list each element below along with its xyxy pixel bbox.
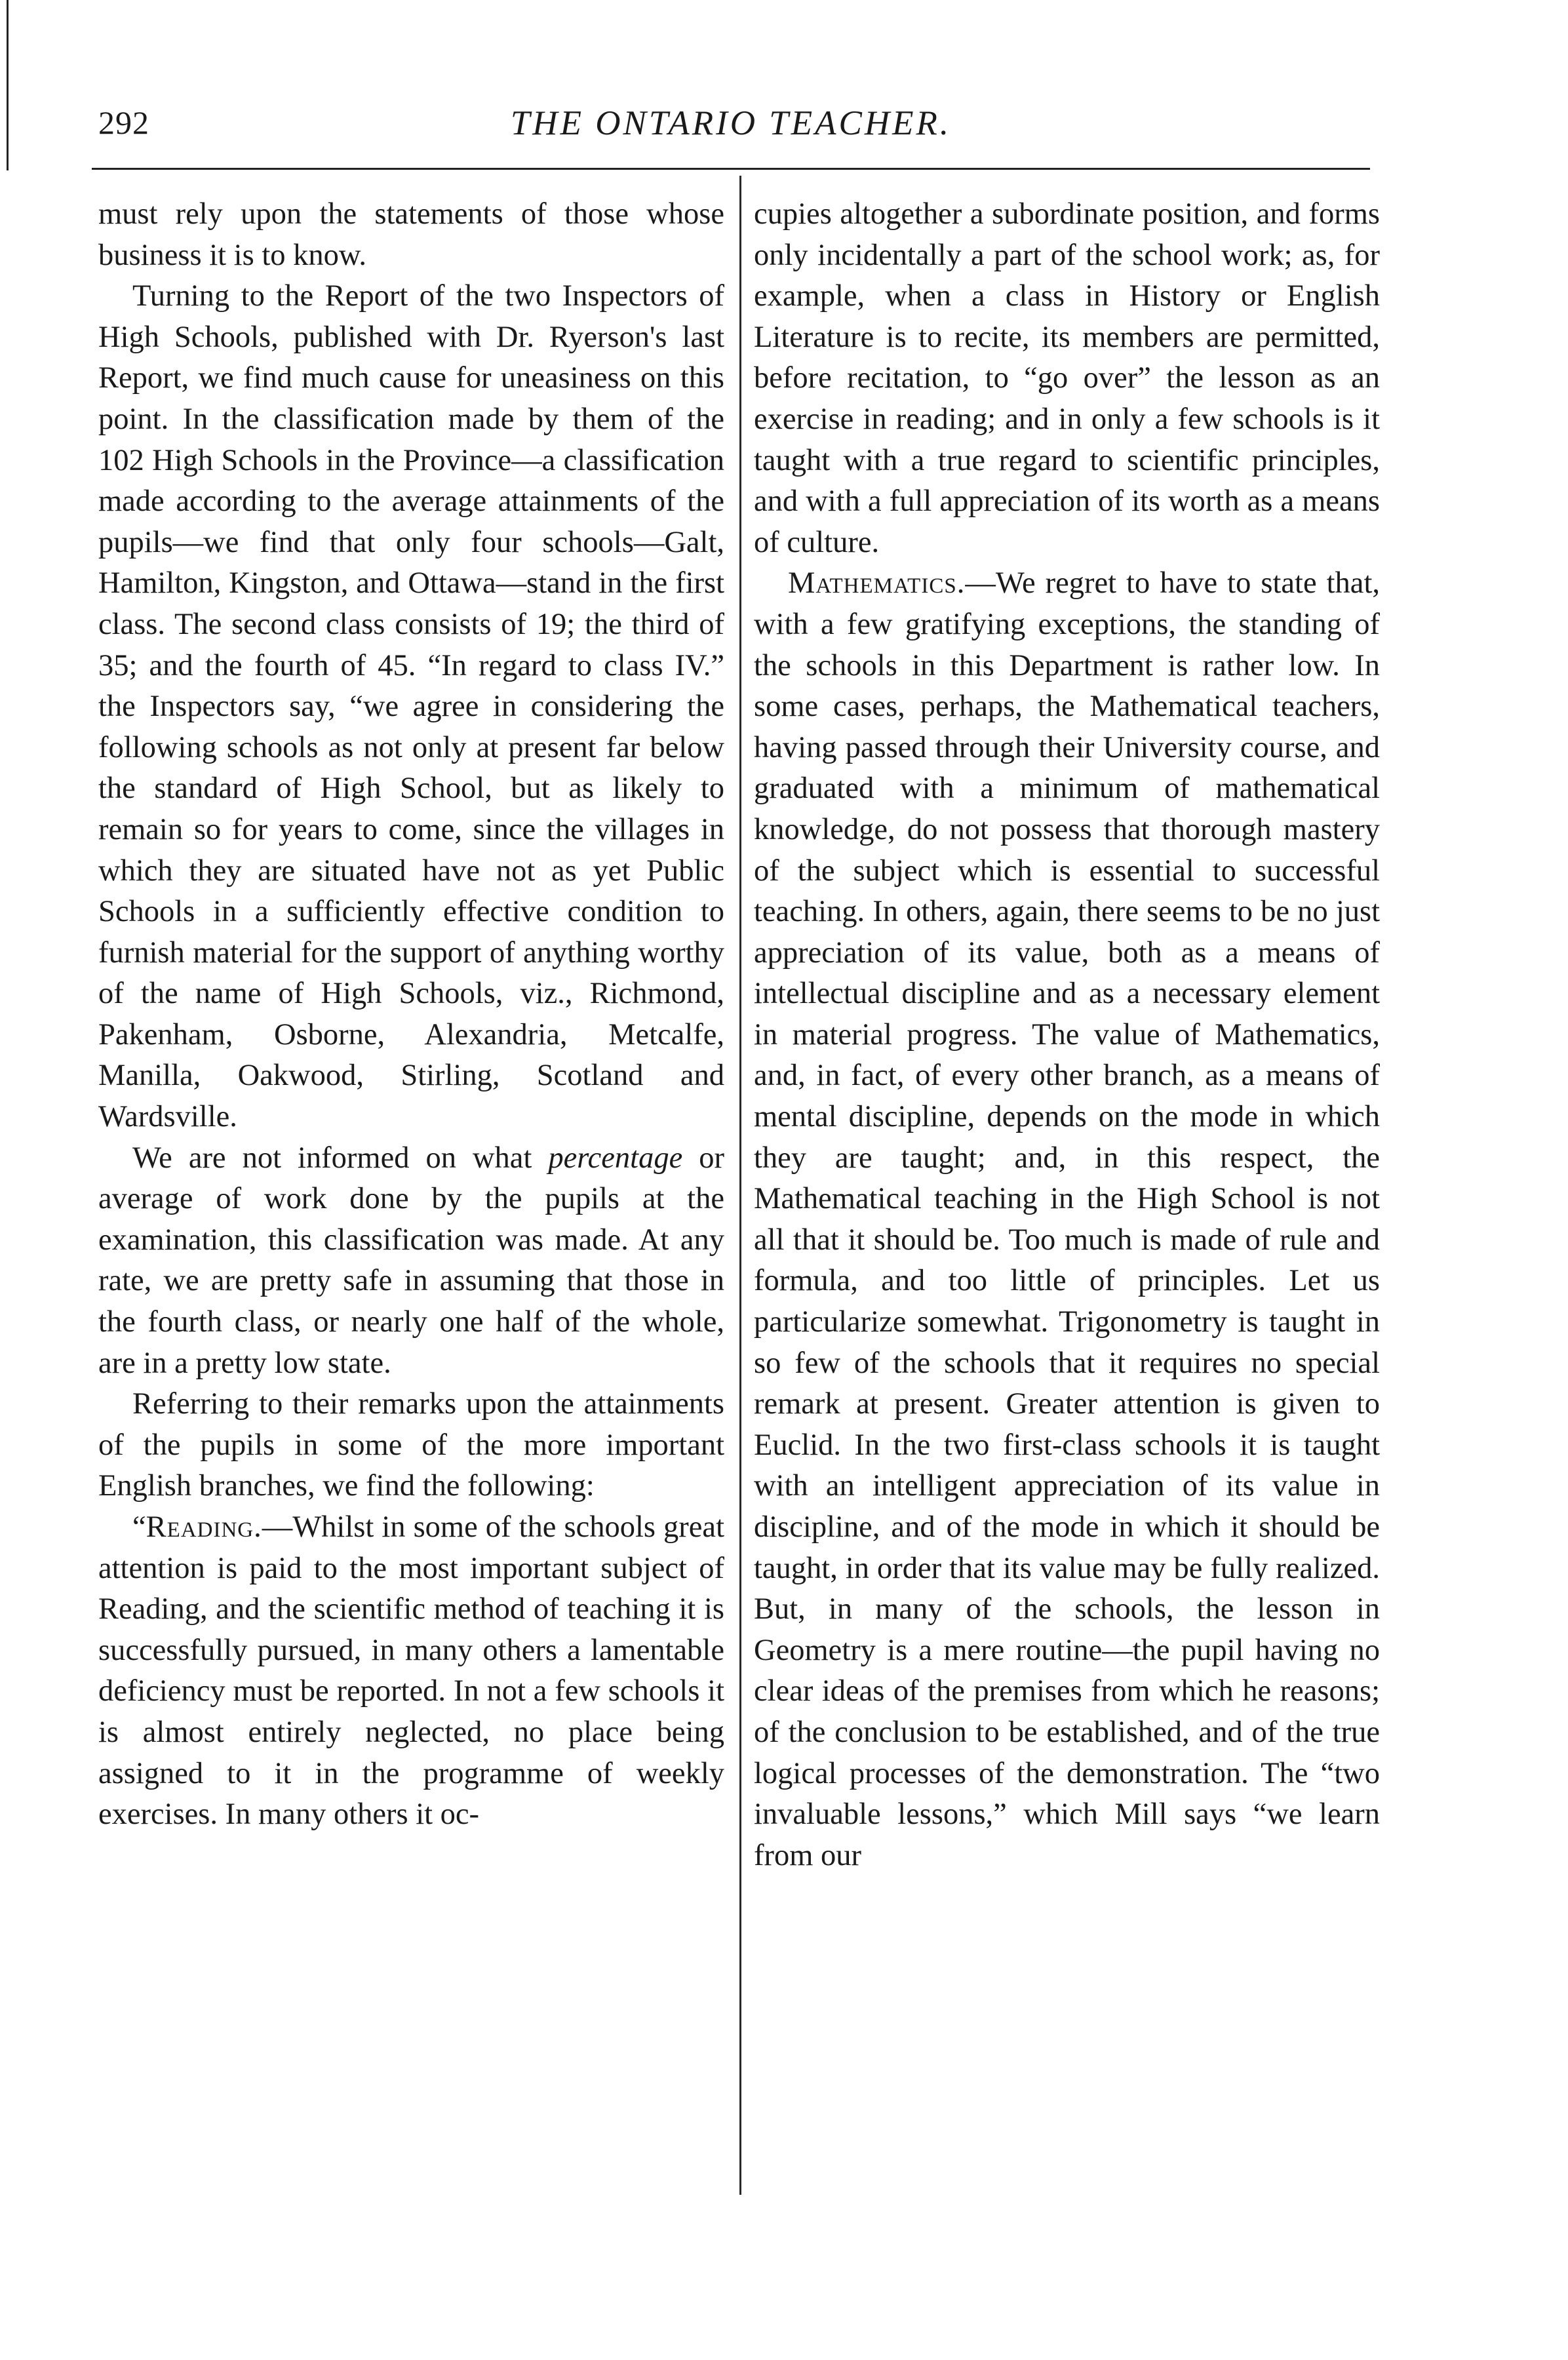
right-column <box>754 194 1380 1876</box>
paragraph-text: or average of work done by the pupils at the examination, this classification was made. At any rate, we are pretty safe in assuming that those in the fourth class, or nearly one half of the whole, are in a pretty low state. <box>98 1141 724 1380</box>
running-title: THE ONTARIO TEACHER. <box>510 104 952 142</box>
column-divider <box>739 176 741 2195</box>
paragraph-text: —We regret to have to state that, with a few gratifying exceptions, the standing of the schools in this Department is rather low. In some cases, perhaps, the Mathematical teachers, having passed through their University course, and graduated with a minimum of mathematical knowledge, do not possess that thorough mastery of the subject which is essential to successful teaching. In others, again, there seems to be no just appreciation of its value, both as a means of intellectual discipline and as a necessary element in material progress. The value of Mathematics, and, in fact, of every other branch, as a means of mental discipline, depends on the mode in which they are taught; and, in this respect, the Mathematical teaching in the High School is not all that it should be. Too much is made of rule and formula, and too little of principles. Let us particularize somewhat. Trigonometry is taught in so few of the schools that it requires no special remark at present. Greater attention is given to Euclid. In the two first-class schools it is taught with an intelligent appreciation of its value in discipline, and of the mode in which it should be taught, in order that its value may be fully realized. But, in many of the schools, the lesson in Geometry is a mere routine—the pupil having no clear ideas of the premises from which he reasons; of the conclusion to be established, and of the true logical processes of the demonstration. The “two invaluable lessons,” which Mill says “we learn from our <box>754 566 1380 1872</box>
paragraph-reading <box>98 1507 724 1836</box>
italic-term: percentage <box>548 1141 683 1175</box>
paragraph-continuation: must rely upon the statements of those whose business it is to know. <box>98 197 724 272</box>
open-quote: “ <box>132 1510 146 1544</box>
page-number: 292 <box>98 104 149 141</box>
section-heading-reading: Reading. <box>146 1510 262 1544</box>
paragraph-text: —Whilst in some of the schools great attention is paid to the most important subject of Reading, and the scientific method of teaching it is successfully pursued, in many others a lamentable deficiency must be reported. In not a few schools it is almost entirely neglected, no place being assigned to it in the programme of weekly exercises. In many others it oc- <box>98 1510 724 1832</box>
section-heading-mathematics: Mathematics. <box>788 566 966 600</box>
paragraph-text: We are not informed on what <box>132 1141 549 1175</box>
left-column <box>98 194 724 1836</box>
scan-edge-line <box>7 0 9 170</box>
paragraph-continuation: cupies altogether a subordinate position, and forms only incidentally a part of the school work; as, for example, when a class in History or English Literature is to recite, its members are permitted, before recitation, to “go over” the lesson as an exercise in reading; and in only a few schools is it taught with a true regard to scientific principles, and with a full appreciation of its worth as a means of culture. <box>754 197 1380 559</box>
paragraph-inspectors-report: Turning to the Report of the two Inspectors of High Schools, published with Dr. Ryerson's last Report, we find much cause for uneasiness on this point. In the classification made by them of the 102 High Schools in the Province—a classification made according to the average attainments of the pupils—we find that only four schools—Galt, Hamilton, Kingston, and Ottawa—stand in the first class. The second class consists of 19; the third of 35; and the fourth of 45. “In regard to class IV.” the Inspectors say, “we agree in considering the following schools as not only at present far below the standard of High School, but as likely to remain so for years to come, since the villages in which they are situated have not as yet Public Schools in a sufficiently effective condition to furnish material for the support of anything worthy of the name of High Schools, viz., Richmond, Pakenham, Osborne, Alexandria, Metcalfe, Manilla, Oakwood, Stirling, Scotland and Wardsville. <box>98 279 724 1134</box>
paragraph-percentage <box>98 1138 724 1385</box>
header-rule <box>92 168 1370 170</box>
paragraph-mathematics <box>754 563 1380 1876</box>
page-header <box>98 104 1363 163</box>
paragraph-referring: Referring to their remarks upon the attainments of the pupils in some of the more important English branches, we find the following: <box>98 1387 724 1503</box>
